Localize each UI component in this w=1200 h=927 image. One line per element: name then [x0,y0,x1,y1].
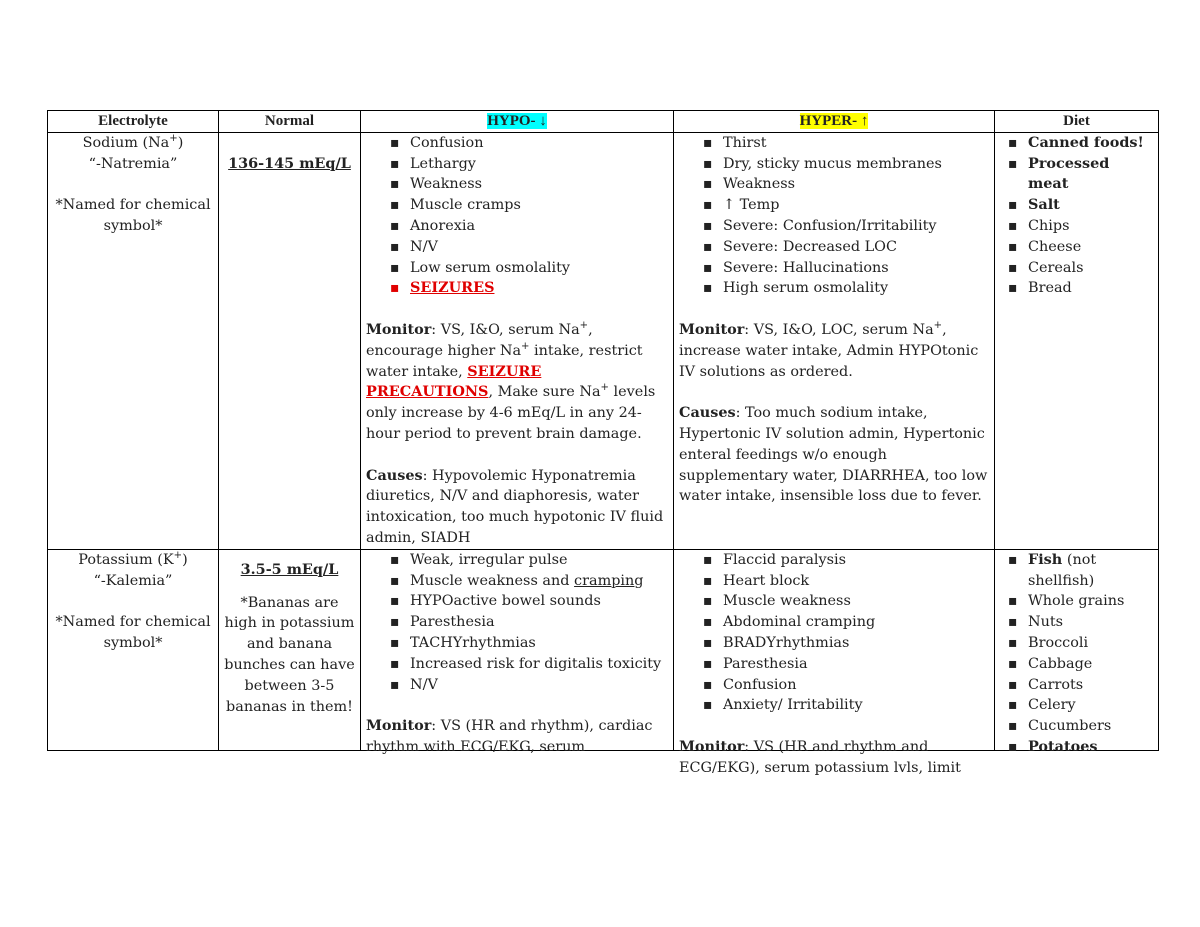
list-item: ▪ Increased risk for digitalis toxicity [366,654,668,675]
list-item: ▪ Cucumbers [1000,716,1153,737]
list-item: ▪ Muscle cramps [366,195,668,216]
list-item: ▪ Confusion [366,133,668,154]
list-item: ▪ Muscle weakness and cramping [366,571,668,592]
seizures-warning: SEIZURES [410,279,495,297]
hyper-label: HYPER- ↑ [799,113,869,129]
list-item: ▪ TACHYrhythmias [366,633,668,654]
list-item: ▪ N/V [366,237,668,258]
list-item: ▪ Nuts [1000,612,1153,633]
list-item: ▪ Paresthesia [366,612,668,633]
list-item: ▪ Heart block [679,571,989,592]
sodium-hypo-cell [361,132,674,549]
list-item: ▪ High serum osmolality [679,278,989,299]
list-item: ▪ Celery [1000,695,1153,716]
list-item: ▪ Weakness [679,174,989,195]
list-item: ▪ Chips [1000,216,1153,237]
sodium-diet-list [1000,133,1153,299]
list-item: ▪ Flaccid paralysis [679,550,989,571]
list-item: ▪ Broccoli [1000,633,1153,654]
potassium-row [48,549,1159,750]
sodium-diet-cell [995,132,1159,549]
list-item: ▪ Salt [1000,195,1153,216]
list-item: ▪ Lethargy [366,154,668,175]
electrolyte-table [47,110,1159,776]
list-item: ▪ Anxiety/ Irritability [679,695,989,716]
potassium-hypo-symptoms [366,550,668,696]
list-item: ▪ Severe: Hallucinations [679,258,989,279]
list-item: ▪ Weakness [366,174,668,195]
potassium-diet-cell [995,549,1159,755]
list-item: ▪ Weak, irregular pulse [366,550,668,571]
list-item: ▪ N/V [366,675,668,696]
potassium-normal-range: 3.5-5 mEq/L [240,560,339,578]
sodium-name: Sodium (Na+) [82,133,184,151]
header-diet: Diet [995,111,1159,133]
sodium-normal-cell [219,132,361,549]
list-item: ▪ Dry, sticky mucus membranes [679,154,989,175]
header-hyper [674,111,995,133]
list-item: ▪ Abdominal cramping [679,612,989,633]
list-item: ▪ Fish (not shellfish) [1000,550,1153,592]
list-item: ▪ Carrots [1000,675,1153,696]
list-item: ▪ Low serum osmolality [366,258,668,279]
sodium-electrolyte-cell [48,132,219,549]
potassium-suffix: “-Kalemia” [93,572,173,589]
sodium-hyper-symptoms [679,133,989,299]
potassium-normal-note: *Bananas are high in potassium and banana bunches can have between 3-5 bananas in them! [224,594,355,715]
sodium-row [48,132,1159,549]
list-item: ▪ Anorexia [366,216,668,237]
sodium-note: *Named for chemical symbol* [55,197,211,234]
sodium-hypo-causes: Causes: Hypovolemic Hyponatremia diuretics, N/V and diaphoresis, water intoxication, too much hypotonic IV fluid admin, SIADH [366,466,664,546]
potassium-hyper-symptoms [679,550,989,716]
potassium-normal-cell [219,549,361,750]
list-item: ▪ Thirst [679,133,989,154]
sodium-hyper-cell [674,132,995,549]
list-item: ▪ HYPOactive bowel sounds [366,591,668,612]
list-item: ▪ BRADYrhythmias [679,633,989,654]
potassium-hypo-cell [361,549,674,755]
list-item [366,278,668,299]
list-item: ▪ Bread [1000,278,1153,299]
sodium-hypo-monitor: Monitor: VS, I&O, serum Na+, encourage higher Na+ intake, restrict water intake, SEIZURE PRECAUTIONS, Make sure Na+ levels only increase by 4-6 mEq/L in any 24-hour period to prevent brain damage. [366,320,656,442]
sodium-hypo-symptoms [366,133,668,279]
header-hypo [361,111,674,133]
list-item: ▪ Severe: Decreased LOC [679,237,989,258]
list-item: ▪ Whole grains [1000,591,1153,612]
potassium-hyper-cell [674,549,995,776]
hypo-label: HYPO- ↓ [487,113,547,129]
sodium-hyper-causes: Causes: Too much sodium intake, Hypertonic IV solution admin, Hypertonic enteral feedings w/o enough supplementary water, DIARRHEA, too low water intake, insensible loss due to fever. [679,404,988,505]
list-item: ▪ Processed meat [1000,154,1153,196]
list-item: ▪ Cereals [1000,258,1153,279]
header-row [48,111,1159,133]
list-item: ▪ Cabbage [1000,654,1153,675]
header-normal: Normal [219,111,361,133]
list-item: ▪ Canned foods! [1000,133,1153,154]
sodium-normal-range: 136-145 mEq/L [228,154,351,172]
sodium-hyper-monitor: Monitor: VS, I&O, LOC, serum Na+, increase water intake, Admin HYPOtonic IV solutions as ordered. [679,320,979,380]
header-electrolyte: Electrolyte [48,111,219,133]
potassium-name: Potassium (K+) [78,549,188,568]
list-item: ▪ Potatoes [1000,737,1153,758]
potassium-electrolyte-cell [48,549,219,750]
list-item: ▪ Cheese [1000,237,1153,258]
potassium-note: *Named for chemical symbol* [55,614,211,651]
list-item: ▪ Paresthesia [679,654,989,675]
potassium-diet-list [1000,550,1153,758]
list-item: ▪ ↑ Temp [679,195,989,216]
list-item: ▪ Confusion [679,675,989,696]
list-item: ▪ Severe: Confusion/Irritability [679,216,989,237]
list-item: ▪ Muscle weakness [679,591,989,612]
seizure-precautions: SEIZURE PRECAUTIONS [366,362,542,401]
potassium-hypo-monitor: Monitor: VS (HR and rhythm), cardiac rhythm with ECG/EKG, serum [366,717,653,755]
sodium-suffix: “-Natremia” [88,155,178,172]
potassium-hyper-monitor: Monitor: VS (HR and rhythm and ECG/EKG), serum potassium lvls, limit [679,737,961,776]
